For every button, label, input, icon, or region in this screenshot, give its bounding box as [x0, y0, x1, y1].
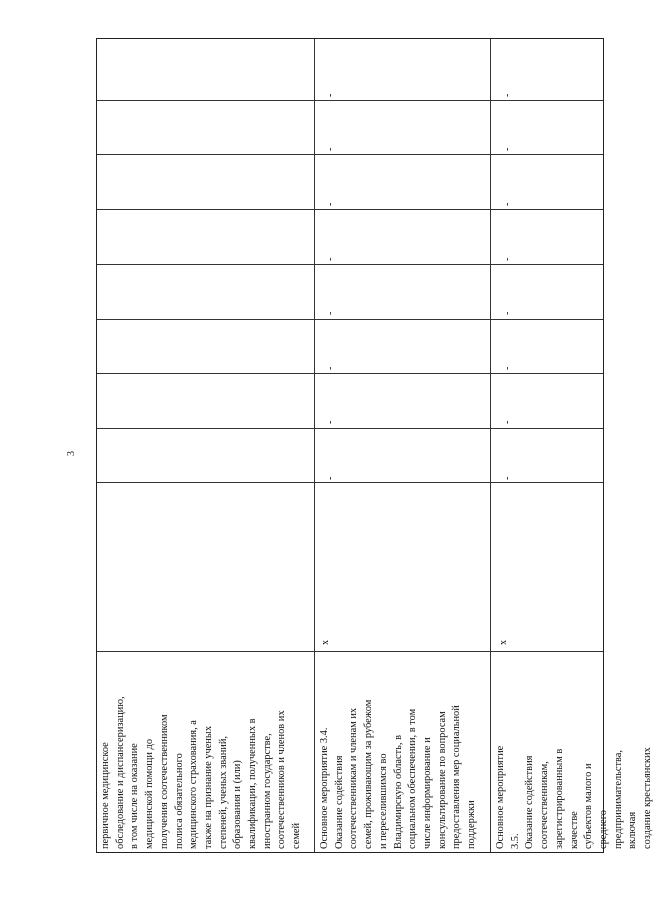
row-2-value: -	[325, 366, 336, 370]
column-divider	[97, 482, 603, 483]
row-2-value: -	[325, 420, 336, 424]
row-2-value: -	[325, 202, 336, 206]
row-1-text: первичное медицинское обследование и диспансеризацию, в том числе на оказание медицинской помощи до получения соотечественником полиса обязательного медицинского страхования, а также на признание ученых степеней, ученых званий, образования и (или) квалификации, полученных в иностранном государстве, соотечественников и членов их семей	[100, 696, 303, 849]
row-divider	[314, 39, 315, 852]
row-3-value: -	[502, 147, 513, 151]
row-3-mark: х	[498, 640, 509, 645]
row-divider	[490, 39, 491, 852]
row-3-value: -	[502, 202, 513, 206]
row-2-value: -	[325, 476, 336, 480]
row-3-value: -	[502, 420, 513, 424]
row-3-value: -	[502, 366, 513, 370]
column-divider	[97, 651, 603, 652]
row-3-value: -	[502, 93, 513, 97]
column-divider	[97, 319, 603, 320]
column-divider	[97, 373, 603, 374]
column-divider	[97, 209, 603, 210]
column-divider	[97, 428, 603, 429]
row-3-value: -	[502, 257, 513, 261]
row-3-value: -	[502, 476, 513, 480]
row-3-value: -	[502, 311, 513, 315]
column-divider	[97, 154, 603, 155]
row-2-text: Основное мероприятие 3.4. Оказание содействия соотечественникам и членам их семей, проживающим за рубежом и переселившимся во Владимирскую область, в социальном обеспечении, в том числе информирование и консультирование по вопросам предоставления мер социальной поддержки	[319, 699, 478, 849]
page-number: 3	[66, 451, 77, 456]
row-2-value: -	[325, 93, 336, 97]
row-3-text: Основное мероприятие 3.5. Оказание содействия соотечественникам, зарегистрированным в качестве субъектов малого и среднего предпринимательства, включая создание крестьянских	[495, 745, 654, 849]
column-divider	[97, 100, 603, 101]
row-2-value: -	[325, 147, 336, 151]
row-2-value: -	[325, 311, 336, 315]
row-2-value: -	[325, 257, 336, 261]
data-table	[96, 38, 654, 853]
row-2-mark: х	[320, 640, 331, 645]
column-divider	[97, 264, 603, 265]
